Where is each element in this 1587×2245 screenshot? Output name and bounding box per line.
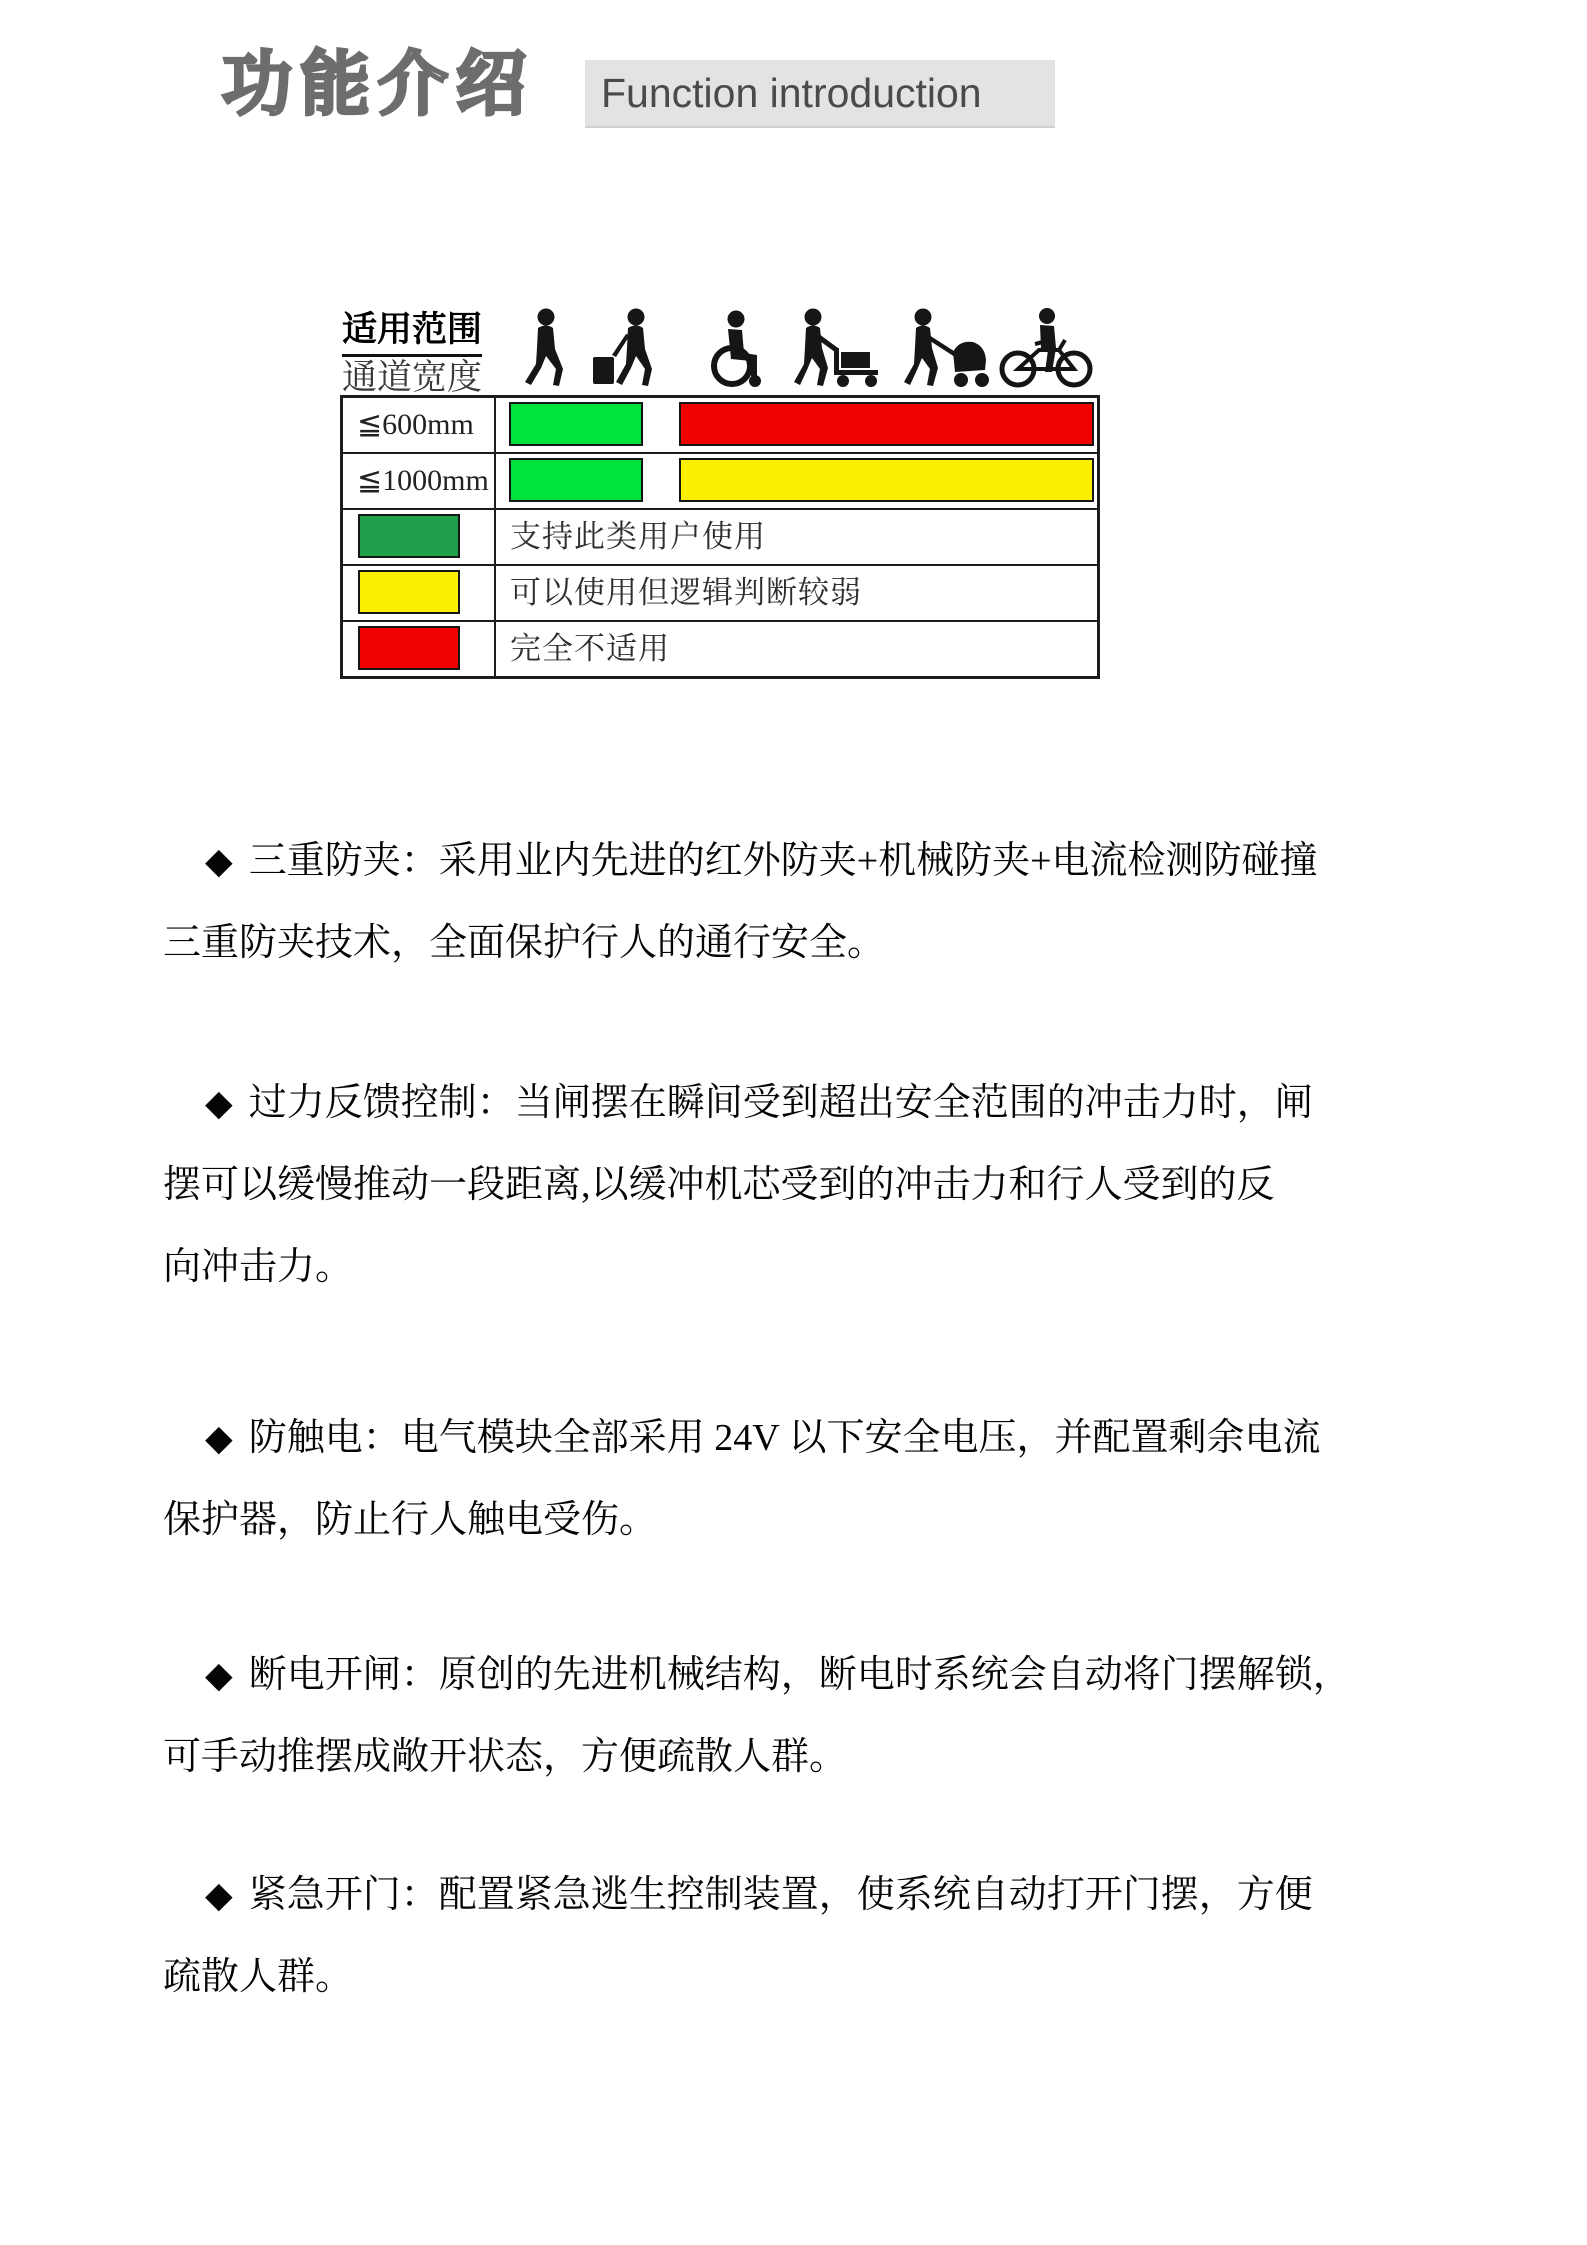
bullet-diamond-icon: ◆: [205, 841, 233, 882]
legend-row-unsuitable: [343, 620, 1097, 676]
feature-anti-electric-shock: [163, 1415, 1463, 1579]
table-row-600mm: [343, 398, 1097, 452]
feature-power-off-open: [163, 1652, 1463, 1816]
page-title-english: Function introduction: [585, 60, 1055, 128]
feature-emergency-open: [163, 1872, 1463, 2036]
bullet-text: 三重防夹：采用业内先进的红外防夹+机械防夹+电流检测防碰撞: [248, 840, 1318, 882]
bullet-diamond-icon: ◆: [205, 1655, 233, 1696]
applicability-table: [340, 300, 1100, 680]
bullet-text: 保护器，防止行人触电受伤。: [163, 1499, 658, 1541]
bullet-text: 过力反馈控制：当闸摆在瞬间受到超出安全范围的冲击力时，闸: [248, 1082, 1313, 1124]
passage-width-label: 通道宽度: [342, 358, 483, 397]
red-bar: [679, 402, 1094, 446]
scope-label: 适用范围: [342, 302, 482, 357]
person-with-bicycle-icon: [995, 308, 1095, 388]
width-value-1000: ≦1000mm: [357, 464, 489, 497]
person-with-luggage-icon: [588, 308, 664, 388]
width-value-600: ≦600mm: [357, 408, 474, 441]
wheelchair-user-icon: [695, 308, 767, 388]
green-bar: [509, 402, 643, 446]
legend-label: 完全不适用: [510, 631, 670, 666]
green-legend-swatch: [358, 514, 460, 558]
feature-anti-pinch: [163, 838, 1463, 1002]
yellow-bar: [679, 458, 1094, 502]
legend-row-limited: [343, 564, 1097, 620]
table-row-1000mm: [343, 452, 1097, 508]
bullet-text: 三重防夹技术，全面保护行人的通行安全。: [163, 922, 886, 964]
red-legend-swatch: [358, 626, 460, 670]
feature-overforce-feedback: [163, 1080, 1463, 1326]
person-pushing-cart-icon: [792, 308, 880, 388]
page-title-chinese: 功能介绍: [222, 43, 534, 125]
legend-label: 可以使用但逻辑判断较弱: [510, 575, 862, 610]
bullet-text: 防触电：电气模块全部采用 24V 以下安全电压，并配置剩余电流: [248, 1417, 1321, 1459]
legend-row-supported: [343, 508, 1097, 564]
legend-label: 支持此类用户使用: [510, 519, 766, 554]
bullet-diamond-icon: ◆: [205, 1418, 233, 1459]
bullet-text: 摆可以缓慢推动一段距离,以缓冲机芯受到的冲击力和行人受到的反: [163, 1164, 1275, 1206]
bullet-text: 向冲击力。: [163, 1246, 354, 1288]
yellow-legend-swatch: [358, 570, 460, 614]
bullet-diamond-icon: ◆: [205, 1083, 233, 1124]
walking-person-icon: [516, 308, 574, 388]
bullet-text: 紧急开门：配置紧急逃生控制装置，使系统自动打开门摆，方便: [248, 1874, 1313, 1916]
bullet-text: 疏散人群。: [163, 1956, 354, 1998]
bullet-text: 可手动推摆成敞开状态，方便疏散人群。: [163, 1736, 848, 1778]
person-pushing-stroller-icon: [901, 308, 991, 388]
bullet-text: 断电开闸：原创的先进机械结构，断电时系统会自动将门摆解锁，: [248, 1654, 1351, 1696]
bullet-diamond-icon: ◆: [205, 1875, 233, 1916]
green-bar: [509, 458, 643, 502]
table-grid: [340, 395, 1100, 679]
